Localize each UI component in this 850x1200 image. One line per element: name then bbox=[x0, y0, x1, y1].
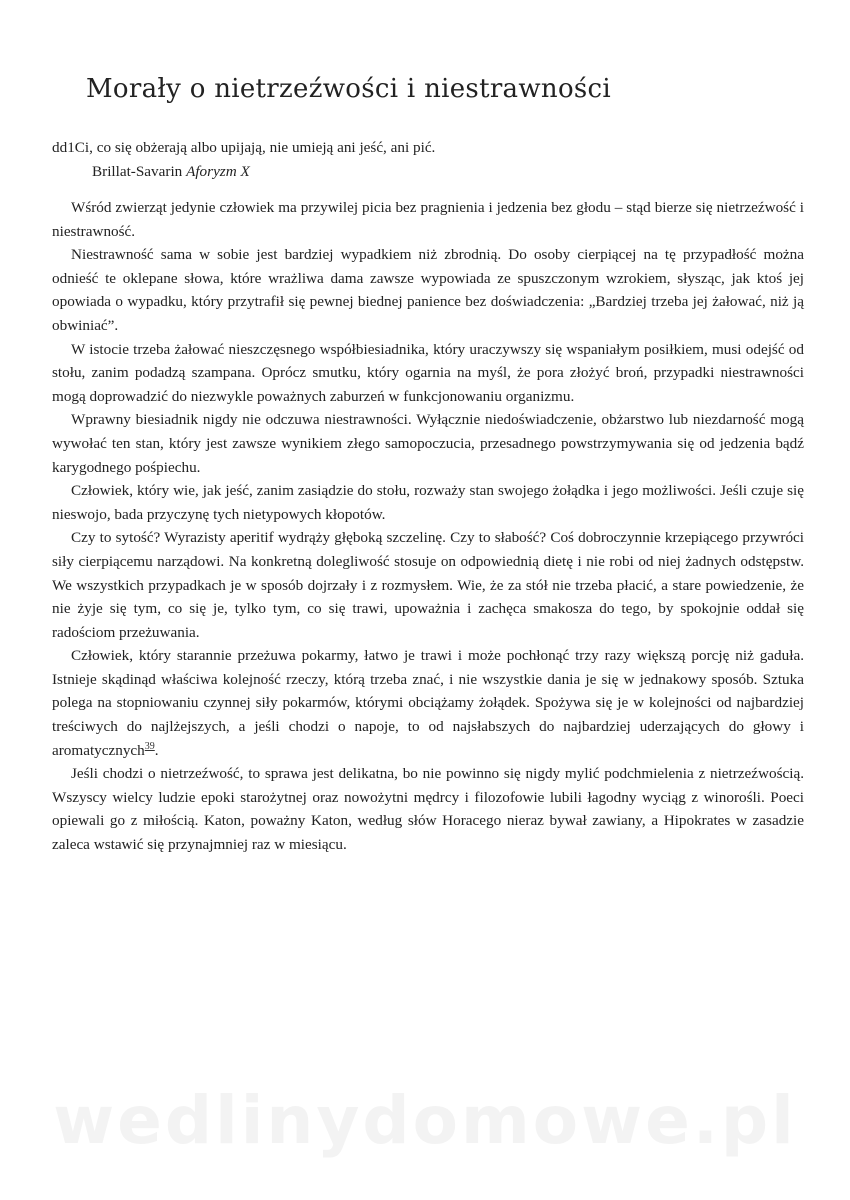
watermark: wedlinydomowe.pl bbox=[53, 1082, 797, 1159]
paragraph: Wśród zwierząt jedynie człowiek ma przywilej picia bez pragnienia i jedzenia bez głodu – stąd bierze się nietrzeźwość i niestrawność. bbox=[52, 199, 804, 240]
paragraph: Człowiek, który wie, jak jeść, zanim zasiądzie do stołu, rozważy stan swojego żołądka i jego możliwości. Jeśli czuje się nieswojo, bada przyczynę tych nietypowych kłopotów. bbox=[52, 482, 804, 523]
paragraph: Jeśli chodzi o nietrzeźwość, to sprawa jest delikatna, bo nie powinno się nigdy mylić podchmielenia z nietrzeźwością. Wszyscy wielcy ludzie epoki starożytnej oraz nowożytni mędrcy i filozofowie lubili łagodny wyciąg z winorośli. Poeci opiewali go z miłością. Katon, poważny Katon, według słów Horacego nieraz bywał zawiany, a Hipokrates w zasadzie zaleca wstawić się przynajmniej raz w miesiącu. bbox=[52, 765, 804, 854]
paragraph: Wprawny biesiadnik nigdy nie odczuwa niestrawności. Wyłącznie niedoświadczenie, obżarstwo lub niezdarność mogą wywołać ten stan, który jest zawsze wynikiem złego samopoczucia, przesadnego powstrzymywania się od jedzenia bądź karygodnego pośpiechu. bbox=[52, 411, 804, 476]
paragraph: Człowiek, który starannie przeżuwa pokarmy, łatwo je trawi i może pochłonąć trzy razy większą porcję niż gaduła. Istnieje skądinąd właściwa kolejność rzeczy, którą trzeba znać, i nie wszystkie dania je się w jednakowy sposób. Sztuka polega na stopniowaniu czynnej siły pokarmów, którymi obciążamy żołądek. Spożywa się je w kolejności od najbardziej treściwych do najlżejszych, a jeśli chodzi o napoje, to od najsłabszych do najbardziej uderzających do głowy i aromatycznych$^{39}$. bbox=[52, 647, 804, 759]
paragraph: Czy to sytość? Wyrazisty aperitif wydrąży głęboką szczelinę. Czy to słabość? Coś dobroczynnie krzepiącego przywróci siły cierpiącemu narządowi. Na konkretną dolegliwość stosuje on odpowiednią dietę i nie robi od niej żadnych odstępstw. We wszystkich przypadkach je w sposób dojrzały i z rozmysłem. Wie, że za stół nie trzeba płacić, a stare powiedzenie, że nie żyje się tym, co się je, tylko tym, co się trawi, upoważnia i zachęca smakosza do tego, by spokojnie oddał się radościom przeżuwania. bbox=[52, 529, 804, 641]
epigraph-attribution bbox=[92, 160, 772, 184]
paragraph-text: Człowiek, który starannie przeżuwa pokarmy, łatwo je trawi i może pochłonąć trzy razy większą porcję niż gaduła. Istnieje skądinąd właściwa kolejność rzeczy, którą trzeba znać, i nie wszystkie dania je się w jednakowy sposób. Sztuka polega na stopniowaniu czynnej siły pokarmów, którymi obciążamy żołądek. Spożywa się je w kolejności od najbardziej treściwych do najlżejszych, a jeśli chodzi o napoje, to od najsłabszych do najbardziej uderzających do głowy i aromatycznych bbox=[52, 647, 804, 759]
epigraph-author: Brillat-Savarin bbox=[92, 163, 183, 180]
paragraph: W istocie trzeba żałować nieszczęsnego współbiesiadnika, który uraczywszy się wspaniałym posiłkiem, musi odejść od stołu, zanim podadzą szampana. Oprócz smutku, który ogarnia na myśl, że pora złożyć broń, przypadki niestrawności mogą doprowadzić do niezwykle poważnych zaburzeń w funkcjonowaniu organizmu. bbox=[52, 340, 804, 405]
epigraph bbox=[52, 136, 772, 184]
epigraph-quote: dd1Ci, co się obżerają albo upijają, nie umieją ani jeść, ani pić. bbox=[52, 139, 436, 156]
page-title: Morały o nietrzeźwości i niestrawności bbox=[86, 74, 612, 104]
paragraph: Niestrawność sama w sobie jest bardziej wypadkiem niż zbrodnią. Do osoby cierpiącej na tę przypadłość można odnieść te oklepane słowa, które wrażliwa dama zawsze wypowiada ze spuszczonym wzrokiem, słysząc, jak ktoś jej opowiada o wypadku, który przytrafił się pewnej biednej panience bez doświadczenia: „Bardziej trzeba jej żałować, niż ją obwiniać”. bbox=[52, 246, 804, 334]
epigraph-work: Aforyzm X bbox=[186, 163, 250, 180]
article-body bbox=[52, 196, 804, 857]
footnote-link[interactable]: 39 bbox=[144, 740, 155, 752]
